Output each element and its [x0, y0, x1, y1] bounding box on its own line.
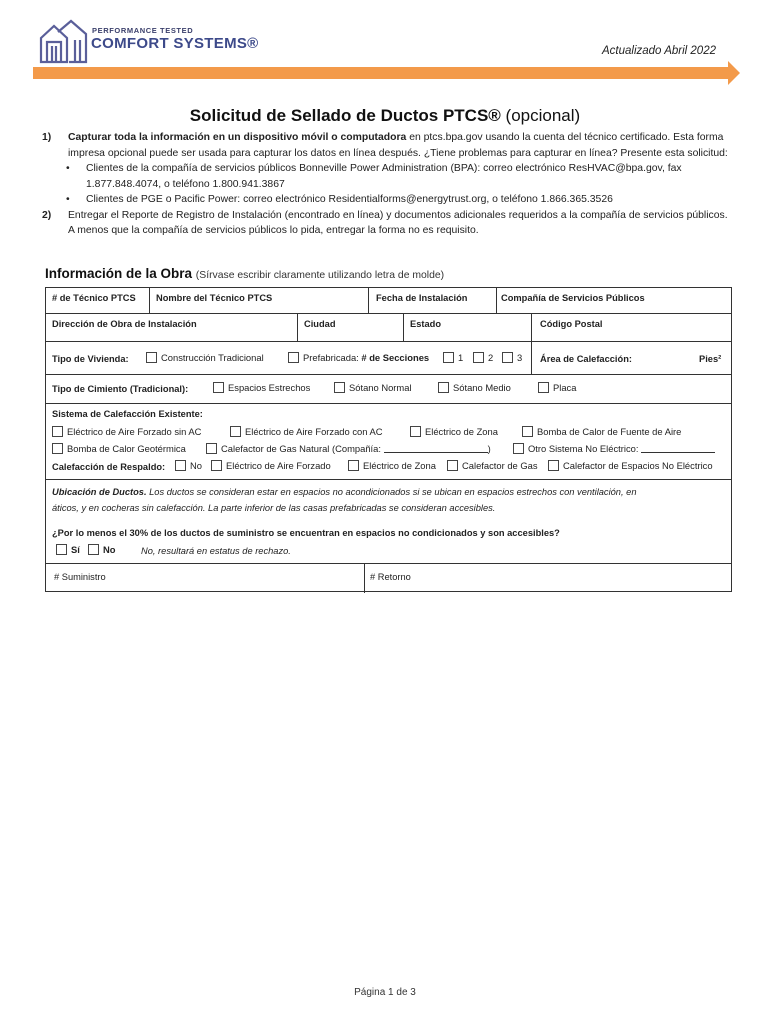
sections-1-option[interactable] [443, 352, 463, 363]
job-info-form [45, 287, 732, 592]
option-label: Eléctrico de Aire Forzado con AC [245, 426, 383, 437]
foundation-basement-option[interactable] [334, 382, 412, 393]
heating-opt-electric-no-ac[interactable] [52, 426, 201, 437]
checkbox[interactable] [213, 382, 224, 393]
checkbox[interactable] [447, 460, 458, 471]
duct-location-label: Ubicación de Ductos. [52, 487, 147, 497]
instruction-text: Entregar el Reporte de Registro de Instalación (encontrado en línea) y documentos adicionales requeridos a la compañía de servicios públicos. A menos que la compañía de servicios públicos lo pida, entregar la forma no es requisito. [68, 209, 728, 236]
row-divider [46, 313, 731, 314]
foundation-slab-option[interactable] [538, 382, 576, 393]
checkbox[interactable] [513, 443, 524, 454]
title-suffix: (opcional) [505, 106, 581, 125]
option-label: Prefabricada: [303, 352, 359, 363]
option-label: Placa [553, 382, 577, 393]
heating-system-label: Sistema de Calefacción Existente: [52, 409, 203, 419]
col-divider [297, 313, 298, 341]
foundation-type-label: Tipo de Cimiento (Tradicional): [52, 384, 189, 394]
instruction-bullet-bpa: • Clientes de la compañía de servicios públicos Bonneville Power Administration (BPA): correo electrónico ResHVAC@bpa.gov, fax 1.877.848.4074, o teléfono 1.800.941.3867 [42, 161, 732, 192]
tech-number-field[interactable]: # de Técnico PTCS [52, 293, 136, 303]
state-field[interactable]: Estado [410, 319, 441, 329]
checkbox[interactable] [438, 382, 449, 393]
checkbox[interactable] [334, 382, 345, 393]
checkbox[interactable] [175, 460, 186, 471]
checkbox[interactable] [548, 460, 559, 471]
option-label: Sótano Normal [349, 382, 412, 393]
checkbox[interactable] [538, 382, 549, 393]
option-label: No [190, 460, 202, 471]
supply-count-field[interactable]: # Suministro [54, 572, 106, 582]
option-label: Otro Sistema No Eléctrico: [528, 443, 639, 454]
updated-date: Actualizado Abril 2022 [601, 45, 716, 57]
checkbox[interactable] [410, 426, 421, 437]
duct-answer-no[interactable] [88, 544, 116, 555]
option-label: Calefactor de Espacios No Eléctrico [563, 460, 713, 471]
duct-question: ¿Por lo menos el 30% de los ductos de suministro se encuentran en espacios no condicionados y son accesibles? [52, 528, 560, 538]
title-main: Solicitud de Sellado de Ductos PTCS® [189, 106, 501, 125]
backup-heating-label: Calefacción de Respaldo: [52, 462, 166, 472]
housing-type-label: Tipo de Vivienda: [52, 354, 129, 364]
checkbox[interactable] [211, 460, 222, 471]
option-label: Eléctrico de Zona [425, 426, 498, 437]
option-label: 2 [488, 352, 494, 363]
heating-opt-electric-with-ac[interactable] [230, 426, 383, 437]
col-divider [403, 313, 404, 341]
checkbox[interactable] [502, 352, 513, 363]
checkbox[interactable] [443, 352, 454, 363]
checkbox[interactable] [56, 544, 67, 555]
instruction-item-2 [42, 208, 732, 239]
option-label: Espacios Estrechos [228, 382, 311, 393]
col-divider [368, 288, 369, 313]
backup-opt-zonal[interactable] [348, 460, 436, 471]
gas-company-input[interactable] [384, 444, 488, 453]
header-arrow-icon [728, 61, 740, 85]
checkbox[interactable] [230, 426, 241, 437]
checkbox[interactable] [146, 352, 157, 363]
option-label: 3 [517, 352, 523, 363]
heating-opt-air-heat-pump[interactable] [522, 426, 681, 437]
col-divider [531, 313, 532, 341]
install-date-field[interactable]: Fecha de Instalación [376, 293, 468, 303]
heating-opt-zonal[interactable] [410, 426, 498, 437]
row-divider [46, 374, 731, 375]
item-number: 1) [42, 132, 52, 143]
row-divider [46, 479, 731, 480]
heating-opt-other-nonelectric[interactable] [513, 443, 715, 454]
col-divider [364, 563, 365, 593]
checkbox[interactable] [288, 352, 299, 363]
row-divider [46, 403, 731, 404]
tech-name-field[interactable]: Nombre del Técnico PTCS [156, 293, 273, 303]
duct-answer-yes[interactable] [56, 544, 80, 555]
option-label: Eléctrico de Zona [363, 460, 436, 471]
checkbox[interactable] [206, 443, 217, 454]
other-system-input[interactable] [641, 444, 715, 453]
utility-field[interactable]: Compañía de Servicios Públicos [501, 293, 645, 303]
option-label: Construcción Tradicional [161, 352, 264, 363]
instruction-bold: Capturar toda la información en un dispositivo móvil o computadora [68, 132, 407, 143]
duct-location-text [52, 487, 637, 497]
sections-3-option[interactable] [502, 352, 522, 363]
instructions-list [42, 130, 732, 239]
option-label: 1 [458, 352, 464, 363]
option-label: No [103, 544, 116, 555]
heating-opt-natural-gas[interactable] [206, 443, 491, 454]
duct-location-text-2: áticos, y en cocheras sin calefacción. La parte inferior de las casas prefabricadas se consideran accesibles. [52, 503, 496, 513]
foundation-daylight-option[interactable] [438, 382, 511, 393]
option-label: Eléctrico de Aire Forzado sin AC [67, 426, 202, 437]
instruction-text: en ptcs.bpa.gov usando la cuenta del técnico certificado. Esta forma impresa opcional puede ser usada para capturar los datos en línea después. ¿Tiene problemas para capturar en línea? Presente esta solicitud: [68, 132, 728, 159]
section-heading [45, 266, 444, 281]
page-number: Página 1 de 3 [354, 987, 416, 998]
instruction-item-1 [42, 130, 732, 161]
address-field[interactable]: Dirección de Obra de Instalación [52, 319, 197, 329]
zip-field[interactable]: Código Postal [540, 319, 603, 329]
section-hint: (Sírvase escribir claramente utilizando letra de molde) [195, 270, 445, 281]
option-label: Sí [71, 544, 80, 555]
option-label: Bomba de Calor Geotérmica [67, 443, 186, 454]
backup-opt-space-heater[interactable] [548, 460, 713, 471]
sections-2-option[interactable] [473, 352, 493, 363]
row-divider [46, 563, 731, 564]
backup-opt-none[interactable] [175, 460, 202, 471]
item-number: 2) [42, 209, 52, 221]
heated-area-unit: Pies² [699, 354, 722, 364]
page-title [0, 106, 770, 126]
logo-wordmark: COMFORT SYSTEMS® [91, 35, 259, 52]
row-divider [46, 341, 731, 342]
option-label: Bomba de Calor de Fuente de Aire [537, 426, 682, 437]
option-label: Eléctrico de Aire Forzado [226, 460, 331, 471]
duct-location-desc: Los ductos se consideran estar en espacios no acondicionados si se ubican en espacios estrechos con ventilación, en [146, 487, 637, 497]
col-divider [496, 288, 497, 313]
city-field[interactable]: Ciudad [304, 319, 336, 329]
col-divider [149, 288, 150, 313]
backup-opt-forced-air[interactable] [211, 460, 331, 471]
checkbox[interactable] [88, 544, 99, 555]
checkbox[interactable] [52, 426, 63, 437]
paren-close: ) [487, 443, 491, 454]
checkbox[interactable] [348, 460, 359, 471]
checkbox[interactable] [522, 426, 533, 437]
logo-tagline: PERFORMANCE TESTED [92, 26, 194, 35]
housing-traditional-option[interactable] [146, 352, 264, 363]
return-count-field[interactable]: # Retorno [370, 572, 411, 582]
housing-prefab-option[interactable] [288, 352, 429, 363]
foundation-crawl-option[interactable] [213, 382, 310, 393]
backup-opt-gas[interactable] [447, 460, 538, 471]
rejection-note: No, resultará en estatus de rechazo. [141, 546, 291, 556]
heating-opt-geothermal[interactable] [52, 443, 186, 454]
heated-area-field[interactable]: Área de Calefacción: [540, 354, 632, 364]
section-title: Información de la Obra [45, 266, 193, 281]
option-label: Calefactor de Gas [462, 460, 538, 471]
option-label: Calefactor de Gas Natural (Compañía: [221, 443, 381, 454]
col-divider [531, 341, 532, 374]
header-accent-bar [33, 67, 730, 79]
instruction-bullet-pge: • Clientes de PGE o Pacific Power: correo electrónico Residentialforms@energytrust.org, o teléfono 1.866.365.3526 [42, 192, 732, 208]
checkbox[interactable] [52, 443, 63, 454]
option-label: Sótano Medio [453, 382, 511, 393]
checkbox[interactable] [473, 352, 484, 363]
sections-label: # de Secciones [361, 352, 430, 363]
